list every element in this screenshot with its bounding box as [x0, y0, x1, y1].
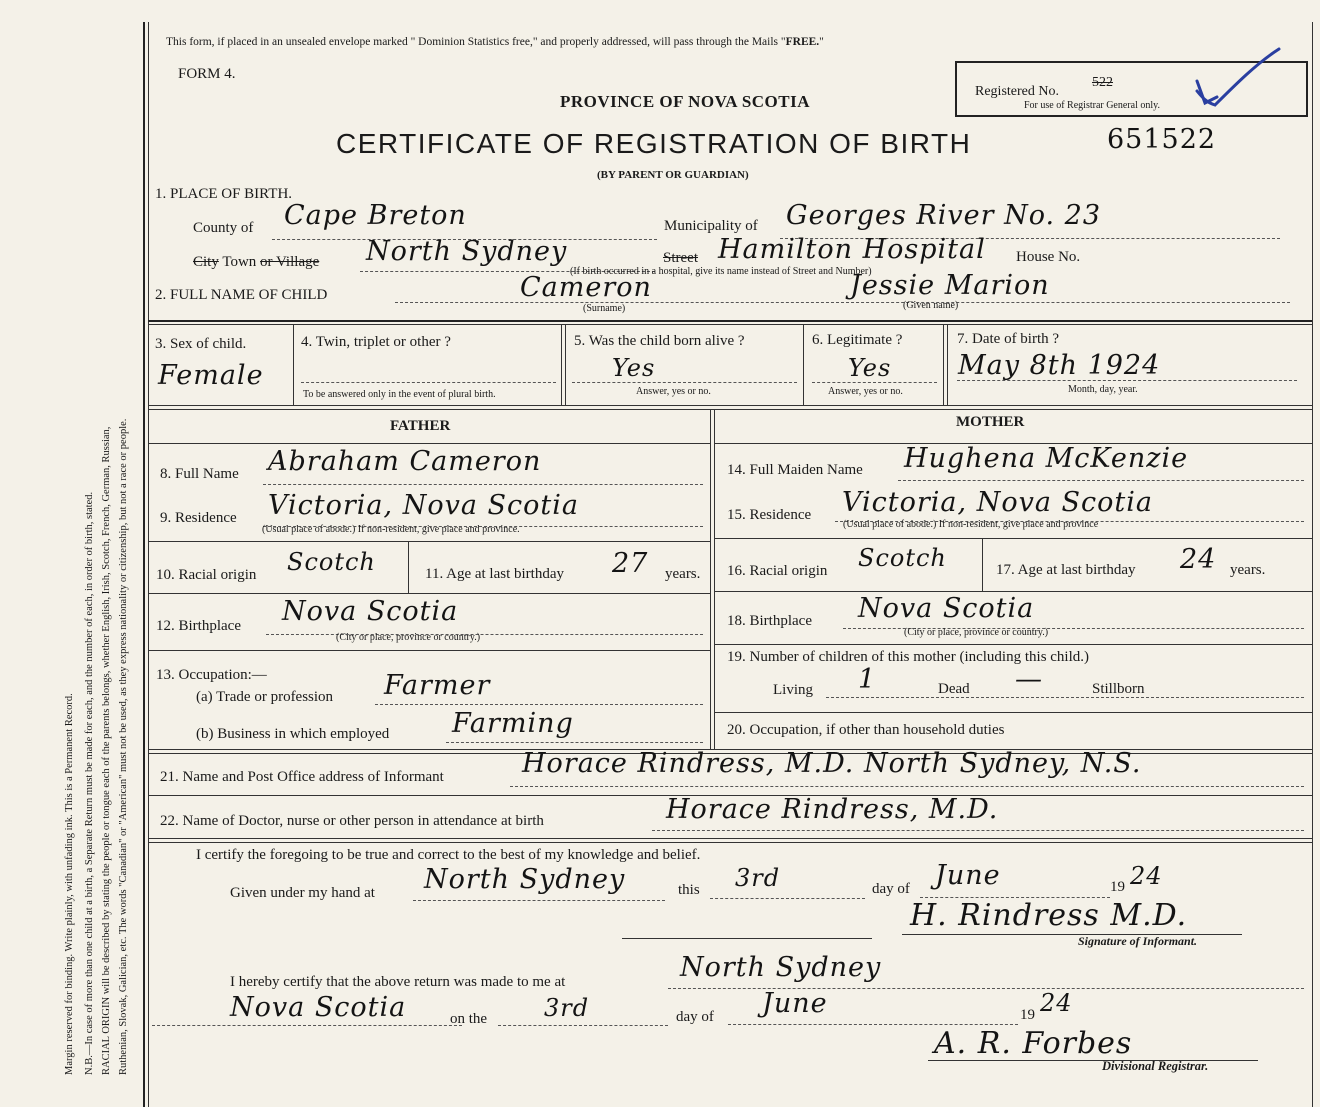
dob-note: Month, day, year.	[1068, 384, 1138, 395]
vline-2	[561, 324, 562, 405]
registrar-on-the-label: on the	[450, 1011, 488, 1027]
father-birthplace-line	[266, 634, 703, 635]
mother-vline-age	[982, 538, 983, 591]
mother-years-label: years.	[1230, 562, 1266, 578]
registrar-day: 3rd	[544, 994, 590, 1022]
mother-residence-note: (Usual place of abode.) If non-resident, give place and province	[843, 519, 1099, 530]
informant-value: Horace Rindress, M.D. North Sydney, N.S.	[522, 748, 1142, 779]
certification-statement: I certify the foregoing to be true and correct to the best of my knowledge and belief.	[196, 847, 701, 863]
registrar-place-2: Nova Scotia	[230, 992, 407, 1023]
mother-heading: MOTHER	[956, 414, 1025, 430]
vline-1	[293, 324, 294, 405]
mother-age-value: 24	[1180, 544, 1217, 575]
child-given-name: Jessie Marion	[850, 270, 1050, 301]
surname-caption: (Surname)	[583, 303, 626, 314]
business-line	[446, 742, 703, 743]
margin-note-racial-origin-2: Ruthenian, Slovak, Galician, etc. The words "Canadian" or "American" must not be used, as they express nationality or citizenship, but not a race or people.	[118, 418, 129, 1075]
registrar-year-suffix: 24	[1040, 989, 1073, 1017]
town-label-group: City Town or Village	[193, 254, 320, 270]
dob-line	[957, 380, 1297, 381]
twin-label: 4. Twin, triplet or other ?	[301, 334, 451, 350]
father-birthplace-label: 12. Birthplace	[156, 618, 241, 634]
short-separator	[622, 938, 872, 939]
trade-label: (a) Trade or profession	[196, 689, 334, 705]
hospital-note: (If birth occurred in a hospital, give its name instead of Street and Number)	[570, 266, 872, 277]
given-place-value: North Sydney	[424, 864, 626, 895]
street-label: Street	[663, 250, 698, 266]
doctor-label: 22. Name of Doctor, nurse or other person in attendance at birth	[160, 813, 544, 829]
mother-birthplace-label: 18. Birthplace	[727, 613, 812, 629]
mother-racial-label: 16. Racial origin	[727, 563, 828, 579]
dob-label: 7. Date of birth ?	[957, 331, 1060, 347]
sex-label: 3. Sex of child.	[155, 336, 247, 352]
divider-bottom-details	[148, 405, 1312, 406]
mother-name-line	[898, 480, 1304, 481]
doctor-value: Horace Rindress, M.D.	[666, 794, 999, 825]
given-label: Given under my hand at	[230, 885, 375, 901]
dead-label: Dead	[938, 681, 970, 697]
margin-note-binding: Margin reserved for binding. Write plainly, with unfading ink. This is a Permanent Record.	[64, 693, 75, 1075]
father-name-line	[263, 484, 703, 485]
left-border	[143, 22, 145, 1107]
mail-notice: This form, if placed in an unsealed envelope marked " Dominion Statistics free," and properly addressed, will pass through the Mails "FREE."	[166, 36, 824, 48]
father-residence-value: Victoria, Nova Scotia	[268, 490, 579, 521]
child-name-line	[395, 302, 1290, 303]
alive-note: Answer, yes or no.	[636, 386, 711, 397]
alive-line	[572, 382, 797, 383]
vline-4	[943, 324, 944, 405]
divider-top-details	[148, 320, 1312, 322]
mother-name-value: Hughena McKenzie	[904, 443, 1189, 474]
sex-value: Female	[158, 360, 264, 391]
registrar-month: June	[762, 988, 828, 1019]
certification-day: 3rd	[735, 864, 781, 892]
mother-row-line-2	[714, 538, 1312, 539]
registrar-day-of-label: day of	[676, 1009, 714, 1025]
certification-year-prefix: 19	[1110, 879, 1125, 895]
father-heading: FATHER	[390, 418, 451, 434]
registrar-signature-line	[928, 1060, 1258, 1061]
divider-doctor-bottom	[148, 838, 1312, 839]
father-racial-label: 10. Racial origin	[156, 567, 257, 583]
registrar-signature: A. R. Forbes	[934, 1026, 1133, 1061]
stillborn-label: Stillborn	[1092, 681, 1145, 697]
handwritten-register-number: 651522	[1107, 124, 1217, 155]
father-row-line-2	[148, 541, 710, 542]
father-residence-label: 9. Residence	[160, 510, 237, 526]
vline-2b	[565, 324, 566, 405]
municipality-value: Georges River No. 23	[786, 200, 1102, 231]
margin-note-multiple-births: N.B.—In case of more than one child at a birth, a Separate Return must be made for each, and the number of each, in order of birth, stated.	[84, 491, 95, 1075]
municipality-label: Municipality of	[664, 218, 758, 234]
form-number: FORM 4.	[178, 66, 236, 82]
mother-row-line-5	[714, 712, 1312, 713]
mother-children-label: 19. Number of children of this mother (including this child.)	[727, 649, 1090, 665]
divider-bottom-details-2	[148, 409, 1312, 410]
living-value: 1	[858, 664, 877, 695]
mother-residence-label: 15. Residence	[727, 507, 812, 523]
trade-value: Farmer	[384, 670, 491, 701]
certification-day-line	[710, 898, 865, 899]
province-heading: PROVINCE OF NOVA SCOTIA	[560, 92, 811, 111]
mother-occupation-label: 20. Occupation, if other than household duties	[727, 722, 1005, 738]
check-mark-icon	[1195, 45, 1285, 110]
mother-name-label: 14. Full Maiden Name	[727, 462, 863, 478]
right-border	[1312, 22, 1313, 1107]
living-label: Living	[773, 682, 813, 698]
child-surname: Cameron	[520, 272, 652, 303]
father-row-line-4	[148, 650, 710, 651]
registrar-signature-caption: Divisional Registrar.	[1102, 1059, 1209, 1073]
father-name-value: Abraham Cameron	[268, 446, 542, 477]
father-birthplace-note: (City or place, province or country.)	[336, 632, 481, 643]
father-row-line-3	[148, 593, 710, 594]
father-age-label: 11. Age at last birthday	[425, 566, 564, 582]
business-value: Farming	[452, 708, 574, 739]
center-divider-2	[714, 409, 715, 749]
given-name-caption: (Given name)	[903, 300, 959, 311]
informant-line	[510, 786, 1304, 787]
place-of-birth-heading: 1. PLACE OF BIRTH.	[155, 186, 293, 202]
alive-label: 5. Was the child born alive ?	[574, 333, 745, 349]
mother-row-line-3	[714, 591, 1312, 592]
legitimate-label: 6. Legitimate ?	[812, 332, 903, 348]
informant-signature-caption: Signature of Informant.	[1078, 934, 1198, 948]
vline-3	[803, 324, 804, 405]
twin-note: To be answered only in the event of plural birth.	[303, 389, 496, 400]
father-age-value: 27	[612, 548, 649, 579]
center-divider	[710, 409, 711, 749]
mother-age-label: 17. Age at last birthday	[996, 562, 1136, 578]
child-name-label: 2. FULL NAME OF CHILD	[155, 287, 328, 303]
registered-number-label: Registered No.	[975, 84, 1059, 99]
page-subtitle: (BY PARENT OR GUARDIAN)	[597, 169, 749, 181]
business-label: (b) Business in which employed	[196, 726, 390, 742]
twin-line	[301, 382, 556, 383]
certification-day-of-label: day of	[872, 881, 910, 897]
certification-year-suffix: 24	[1130, 862, 1163, 890]
trade-line	[375, 704, 703, 705]
legitimate-value: Yes	[848, 354, 892, 382]
legitimate-note: Answer, yes or no.	[828, 386, 903, 397]
margin-note-racial-origin: RACIAL ORIGIN will be described by stating the people or tongue each of the parents belongs, whether English, Irish, Scotch, French, German, Russian,	[101, 426, 112, 1075]
registrar-place: North Sydney	[680, 952, 882, 983]
this-label: this	[678, 882, 700, 898]
father-vline-age	[408, 541, 409, 593]
dob-value: May 8th 1924	[958, 350, 1161, 381]
county-label: County of	[193, 220, 254, 236]
registrar-place-2-line	[152, 1025, 462, 1026]
occupation-label: 13. Occupation:—	[156, 667, 267, 683]
doctor-line	[652, 830, 1304, 831]
mother-racial-value: Scotch	[858, 544, 947, 572]
father-name-label: 8. Full Name	[160, 466, 239, 482]
father-residence-note: (Usual place of abode.) If non-resident, give place and province.	[262, 524, 520, 535]
registrar-day-line	[498, 1025, 668, 1026]
street-value: Hamilton Hospital	[718, 234, 986, 265]
dead-value: —	[1015, 664, 1043, 695]
alive-value: Yes	[612, 354, 656, 382]
registered-number-value: 522	[1092, 75, 1113, 90]
mother-residence-value: Victoria, Nova Scotia	[842, 487, 1153, 518]
divider-top-details-2	[148, 324, 1312, 325]
certification-month: June	[935, 860, 1001, 891]
given-place-line	[413, 900, 665, 901]
registered-number-note: For use of Registrar General only.	[1024, 100, 1160, 111]
father-birthplace-value: Nova Scotia	[282, 596, 459, 627]
children-line	[826, 697, 1304, 698]
father-racial-value: Scotch	[287, 548, 376, 576]
father-row-line-1	[148, 443, 710, 444]
divider-doctor-bottom-2	[148, 842, 1312, 843]
registrar-statement: I hereby certify that the above return was made to me at	[230, 974, 566, 990]
father-years-label: years.	[665, 566, 701, 582]
mother-birthplace-note: (City or place, province or country.)	[904, 627, 1049, 638]
left-border-inner	[148, 22, 149, 1107]
registrar-month-line	[728, 1024, 1018, 1025]
informant-signature: H. Rindress M.D.	[910, 898, 1188, 933]
page-title: CERTIFICATE OF REGISTRATION OF BIRTH	[336, 128, 972, 159]
mother-birthplace-value: Nova Scotia	[858, 593, 1035, 624]
vline-4b	[947, 324, 948, 405]
town-value: North Sydney	[366, 236, 568, 267]
mother-row-line-4	[714, 644, 1312, 645]
house-number-label: House No.	[1016, 249, 1081, 265]
informant-label: 21. Name and Post Office address of Informant	[160, 769, 444, 785]
registrar-year-prefix: 19	[1020, 1007, 1035, 1023]
legitimate-line	[812, 382, 937, 383]
county-value: Cape Breton	[284, 200, 467, 231]
